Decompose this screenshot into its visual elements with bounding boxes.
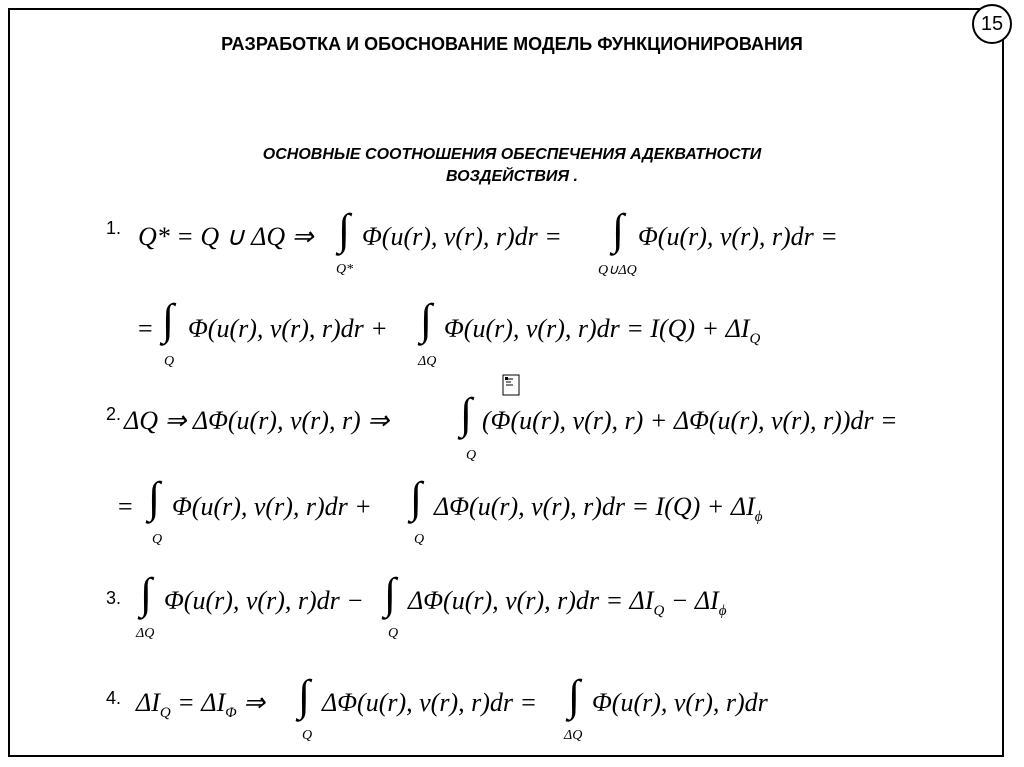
integral-sign: ∫ (420, 295, 433, 344)
item-4-lhs-sub1: Q (159, 705, 171, 722)
item-2-line2-rhs (434, 494, 763, 525)
item-4-line1-lhs (136, 690, 265, 721)
integral-sign: ∫ (568, 671, 581, 720)
item-2-line1-lhs: ΔQ ⇒ ΔΦ(u(r), v(r), r) ⇒ (124, 406, 390, 435)
item-1-line2-mid: Φ(u(r), v(r), r)dr + (188, 314, 388, 343)
item-1-line1-rhs: Φ(u(r), v(r), r)dr = (638, 222, 838, 251)
item-3-rhs-text: ΔΦ(u(r), v(r), r)dr = ΔI (408, 586, 654, 615)
integral-sign: ∫ (298, 671, 311, 720)
item-2-line2-mid: Φ(u(r), v(r), r)dr + (172, 492, 372, 521)
item-4-line1-rhs: Φ(u(r), v(r), r)dr (592, 688, 768, 717)
integral-sign: ∫ (148, 473, 161, 522)
document-icon (502, 374, 520, 396)
item-1-line1-mid: Φ(u(r), v(r), r)dr = (362, 222, 562, 251)
item-4-lhs-mid: = ΔI (170, 688, 226, 717)
item-1-line2-rhs-sub: Q (749, 331, 761, 348)
slide-title: РАЗРАБОТКА И ОБОСНОВАНИЕ МОДЕЛЬ ФУНКЦИОНИРОВАНИЯ (221, 34, 803, 54)
item-2-line2-sub2: Q (414, 532, 425, 547)
item-2-number: 2. (106, 404, 122, 424)
item-3-line1-sub1: ΔQ (136, 626, 155, 641)
item-1-line2-rhs (444, 316, 760, 347)
integral-sign: ∫ (384, 569, 397, 618)
integral-sign: ∫ (612, 205, 625, 254)
integral-sign: ∫ (338, 205, 351, 254)
slide-number: 15 (980, 12, 1004, 35)
item-4-number: 4. (106, 688, 122, 708)
slide-subtitle (0, 144, 1024, 188)
item-4-line1-sub1: Q (302, 728, 313, 743)
item-1-line2-eq: = (138, 314, 153, 343)
item-1-line2-sub1: Q (164, 354, 175, 369)
item-2-line2-rhs-text: ΔΦ(u(r), v(r), r)dr = I(Q) + ΔI (434, 492, 755, 521)
item-2-line1-rhs: (Φ(u(r), v(r), r) + ΔΦ(u(r), v(r), r))dr = (482, 406, 898, 435)
item-4-lhs-text: ΔI (136, 688, 160, 717)
integral-sign: ∫ (460, 389, 473, 438)
item-3-line1-rhs (408, 588, 727, 619)
subtitle-line-1: ОСНОВНЫЕ СООТНОШЕНИЯ ОБЕСПЕЧЕНИЯ АДЕКВАТНОСТИ (262, 146, 762, 163)
item-4-lhs-end: ⇒ (236, 688, 265, 717)
item-3-rhs-sub1: Q (653, 603, 665, 620)
integral-sign: ∫ (140, 569, 153, 618)
item-4-line1-mid: ΔΦ(u(r), v(r), r)dr = (322, 688, 538, 717)
item-2-line2-rhs-sub: ϕ (754, 509, 763, 526)
item-3-rhs-sub2: ϕ (718, 603, 727, 620)
item-3-number: 3. (106, 588, 122, 608)
item-3-line1-sub2: Q (388, 626, 399, 641)
subtitle-line-2: ВОЗДЕЙСТВИЯ . (446, 168, 578, 185)
item-1-line2-rhs-text: Φ(u(r), v(r), r)dr = I(Q) + ΔI (444, 314, 750, 343)
item-2-line2-eq: = (118, 492, 133, 521)
item-3-rhs-mid: − ΔI (664, 586, 719, 615)
item-1-line1-lhs: Q* = Q ∪ ΔQ ⇒ (138, 222, 314, 251)
item-2-line1-sub1: Q (466, 448, 477, 463)
item-1-line1-sub1: Q* (336, 262, 354, 277)
item-4-lhs-sub2: Φ (225, 705, 237, 722)
item-2-line2-sub1: Q (152, 532, 163, 547)
item-3-line1-mid: Φ(u(r), v(r), r)dr − (164, 586, 364, 615)
item-4-line1-sub2: ΔQ (564, 728, 583, 743)
item-1-number: 1. (106, 218, 122, 238)
item-1-line1-sub2: Q∪ΔQ (598, 263, 637, 278)
item-1-line2-sub2: ΔQ (418, 354, 437, 369)
integral-sign: ∫ (162, 295, 175, 344)
integral-sign: ∫ (410, 473, 423, 522)
